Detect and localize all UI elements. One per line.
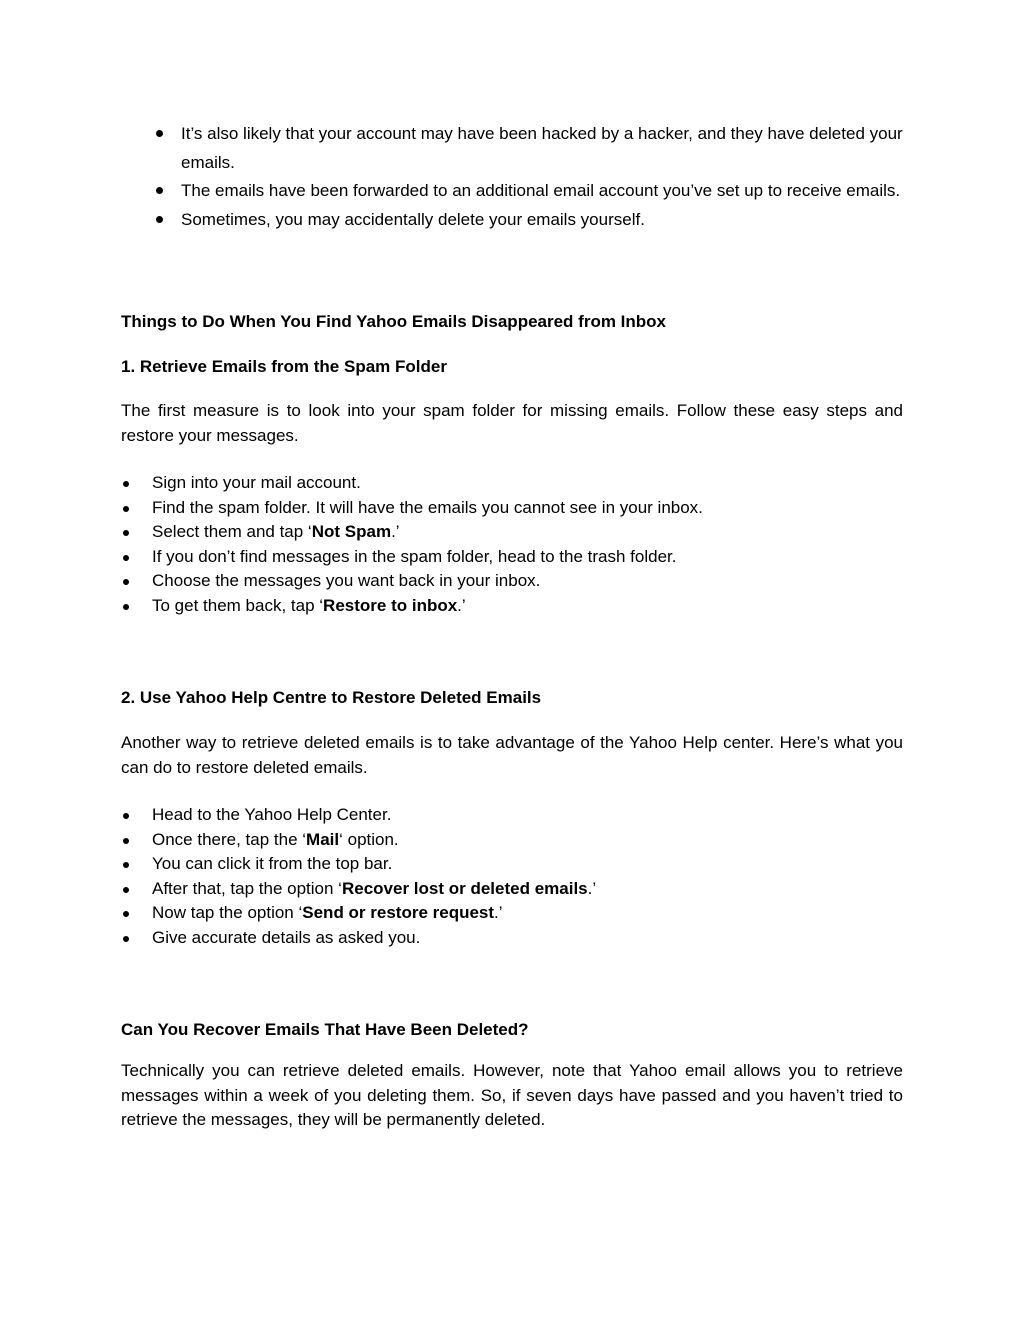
bullet-icon bbox=[123, 813, 129, 819]
list-item bbox=[121, 852, 903, 877]
section1-intro-container bbox=[121, 399, 903, 448]
bullet-icon bbox=[123, 911, 129, 917]
section1-intro: The first measure is to look into your spam folder for missing emails. Follow these easy steps and restore your messages. bbox=[121, 401, 903, 445]
section3-body: Technically you can retrieve deleted emails. However, note that Yahoo email allows you to retrieve messages within a week of you deleting them. So, if seven days have passed and you haven’t tried to retrieve the messages, they will be permanently deleted. bbox=[121, 1061, 903, 1129]
list-item-text-bold: Mail bbox=[306, 829, 340, 849]
list-item-text: It’s also likely that your account may have been hacked by a hacker, and they have deleted your emails. bbox=[181, 124, 903, 172]
section2-steps-container bbox=[121, 803, 903, 950]
list-item bbox=[121, 594, 903, 619]
section-heading-main: Things to Do When You Find Yahoo Emails Disappeared from Inbox bbox=[121, 312, 666, 331]
list-item-text: Choose the messages you want back in your inbox. bbox=[152, 571, 541, 590]
list-item-text-bold: Restore to inbox bbox=[323, 595, 458, 615]
list-item bbox=[121, 520, 903, 545]
section1-steps-container bbox=[121, 471, 903, 618]
list-item bbox=[181, 120, 903, 177]
list-item-text-bold: Send or restore request bbox=[302, 903, 495, 922]
list-item bbox=[121, 828, 903, 853]
bullet-icon bbox=[123, 604, 129, 610]
list-item-text-post: .’ bbox=[587, 878, 597, 898]
list-item bbox=[121, 496, 903, 521]
main-heading-container bbox=[121, 310, 903, 334]
section3-heading-container bbox=[121, 1018, 903, 1042]
list-item-text: If you don’t find messages in the spam folder, head to the trash folder. bbox=[152, 546, 677, 566]
list-item-text-bold: Not Spam bbox=[311, 522, 392, 541]
section1-heading-container bbox=[121, 355, 903, 379]
list-item-text-post: ‘ option. bbox=[339, 829, 399, 849]
list-item-text-bold: Recover lost or deleted emails bbox=[341, 878, 588, 898]
list-item-text: Sometimes, you may accidentally delete your emails yourself. bbox=[181, 210, 645, 230]
list-item bbox=[121, 569, 903, 594]
section1-steps-list bbox=[121, 471, 903, 618]
section2-intro: Another way to retrieve deleted emails is to take advantage of the Yahoo Help center. Here’s what you can do to restore deleted emails. bbox=[121, 733, 903, 777]
bullet-icon bbox=[156, 216, 163, 223]
section2-heading-container bbox=[121, 686, 903, 710]
list-item bbox=[121, 877, 903, 902]
bullet-icon bbox=[123, 555, 129, 561]
bullet-icon bbox=[123, 838, 129, 844]
bullet-icon bbox=[123, 579, 129, 585]
list-item-text: The emails have been forwarded to an additional email account you’ve set up to receive emails. bbox=[181, 181, 901, 201]
list-item-text-pre: Select them and tap ‘ bbox=[152, 522, 312, 541]
bullet-icon bbox=[123, 862, 129, 868]
list-item-text-post: .’ bbox=[457, 595, 466, 615]
bullet-icon bbox=[123, 887, 129, 893]
list-item bbox=[181, 177, 903, 206]
bullet-icon bbox=[156, 187, 163, 194]
bullet-icon bbox=[123, 936, 129, 942]
section2-intro-container bbox=[121, 731, 903, 780]
list-item-text-pre: Once there, tap the ‘ bbox=[152, 829, 307, 849]
list-item bbox=[121, 545, 903, 570]
list-item-text: You can click it from the top bar. bbox=[152, 854, 393, 873]
list-item-text-post: .’ bbox=[391, 522, 400, 541]
list-item-text: Head to the Yahoo Help Center. bbox=[152, 805, 392, 824]
top-bullet-list-container bbox=[181, 120, 903, 235]
section1-heading: 1. Retrieve Emails from the Spam Folder bbox=[121, 357, 447, 376]
list-item-text: Give accurate details as asked you. bbox=[152, 927, 421, 947]
bullet-icon bbox=[156, 130, 163, 137]
section2-heading: 2. Use Yahoo Help Centre to Restore Deleted Emails bbox=[121, 688, 542, 707]
list-item bbox=[181, 206, 903, 235]
bullet-icon bbox=[123, 481, 129, 487]
top-bullet-list bbox=[181, 120, 903, 235]
list-item bbox=[121, 471, 903, 496]
list-item bbox=[121, 926, 903, 951]
list-item-text-pre: Now tap the option ‘ bbox=[152, 903, 303, 922]
list-item bbox=[121, 803, 903, 828]
section3-body-container bbox=[121, 1059, 903, 1133]
list-item-text-pre: To get them back, tap ‘ bbox=[152, 595, 324, 615]
list-item-text: Find the spam folder. It will have the emails you cannot see in your inbox. bbox=[152, 497, 703, 517]
bullet-icon bbox=[123, 506, 129, 512]
list-item-text: Sign into your mail account. bbox=[152, 473, 361, 492]
bullet-icon bbox=[123, 530, 129, 536]
section2-steps-list bbox=[121, 803, 903, 950]
list-item bbox=[121, 901, 903, 926]
list-item-text-post: .’ bbox=[494, 903, 503, 922]
section3-heading: Can You Recover Emails That Have Been Deleted? bbox=[121, 1020, 529, 1039]
list-item-text-pre: After that, tap the option ‘ bbox=[152, 878, 342, 898]
